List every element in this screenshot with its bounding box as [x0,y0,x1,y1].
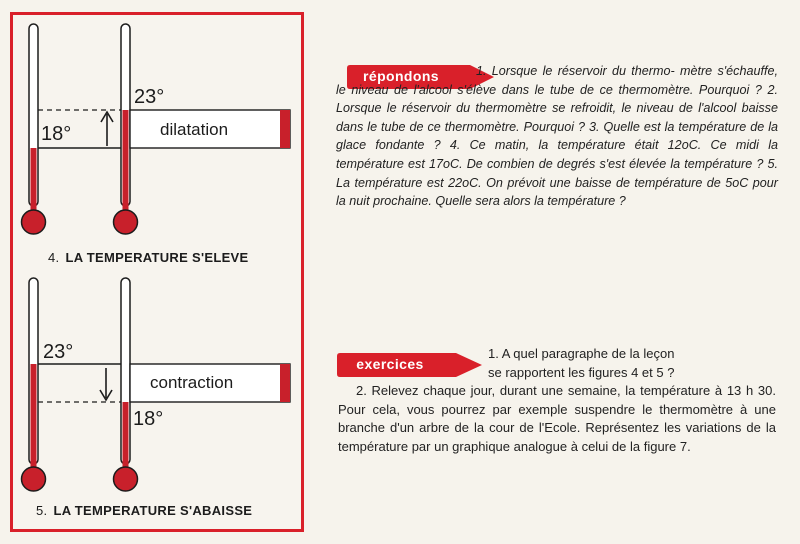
figure-4-drawing [22,24,291,234]
figure-5-title: LA TEMPERATURE S'ABAISSE [53,503,253,518]
repondons-first-line: 1. Lorsque le réservoir du thermo- [476,64,675,78]
exercices-body: 2. Relevez chaque jour, durant une semaine, la température à 13 h 30. Pour cela, vous pourrez par exemple suspendre le thermomètre à une branche d'un arbre de la cour de l'Ecole. Représentez les variations de la température par un graphique analogue à celui de la figure 7. [338,383,776,454]
fig4-effect-label: dilatation [160,120,229,139]
exercices-second-line: se rapportent les figures 4 et 5 ? [488,364,675,380]
fig4-end-temp: 23° [134,86,165,108]
fig5-end-temp: 18° [133,408,164,430]
fig5-start-temp: 23° [43,341,74,363]
figure-4-title: LA TEMPERATURE S'ELEVE [65,250,249,265]
exercices-text [338,345,776,457]
figure-5-caption [36,503,252,518]
repondons-text [336,62,778,211]
contraction-box-red-end [280,364,290,402]
exercices-first-line: 1. A quel paragraphe de la leçon [488,346,675,361]
repondons-body: mètre s'échauffe, le niveau de l'alcool s'élève dans le tube de ce thermomètre. Pourquoi ? 2. Lorsque le réservoir du thermomètre se refroidit, le niveau de l'alcool baisse dans le tube de ce thermomètre. Pourquoi ? 3. Quelle est la température de la glace fondante ? 4. Ce matin, la température était 12oC. Ce midi la température est 17oC. De combien de degrés s'est élevée la température ? 5. La température est 22oC. On prévoit une baisse de température de 5oC pour la nuit prochaine. Quelle sera alors la température ? [336,64,778,209]
figure-5-drawing [22,278,291,491]
figure-4-caption [48,250,249,265]
fig5-effect-label: contraction [150,373,234,392]
thermometer-left-fig5 [22,278,46,491]
fig4-start-temp: 18° [41,123,72,145]
figure-4-number: 4. [48,250,60,265]
dilatation-box-red-end [280,110,290,148]
repondons-tag-label: répondons [363,68,439,84]
exercices-tag-label: exercices [356,356,424,372]
figure-5-number: 5. [36,503,48,518]
